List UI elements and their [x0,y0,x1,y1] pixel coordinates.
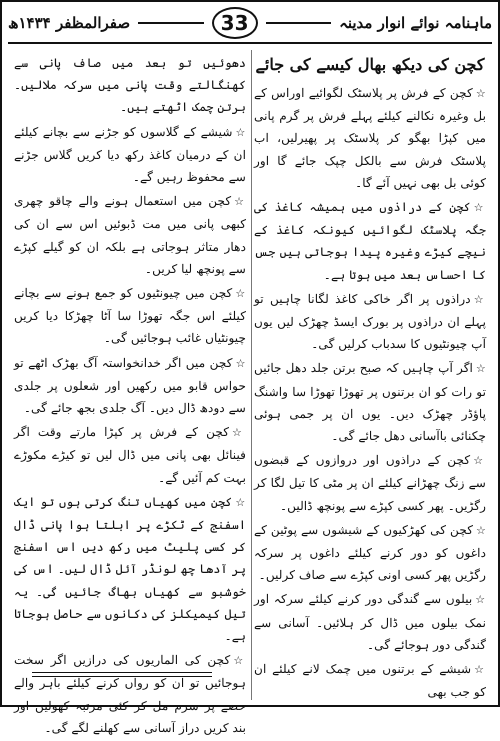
end-rule [32,672,212,673]
paragraph [254,288,486,356]
star-bullet-icon: ☆ [232,426,246,440]
paragraph-text: کچن کی کھڑکیوں کے شیشوں سے پوٹین کے داغوں کو دور کرنے کیلئے داغوں پر سرکہ رگڑیں پھر کسی اونی کپڑے سے صاف کرلیں۔ [254,522,486,583]
paragraph-text: کچن کے دراذوں اور دروازوں کے قبضوں سے زنگ چھڑانے کیلئے ان پر مٹی کا تیل لگا کر رگڑیں۔ پھر کسی کپڑے سے پونچھ ڈالیں۔ [254,453,486,513]
paragraph-text: کچن میں چیونٹیوں کو جمع ہونے سے بچانے کیلئے اس جگہ تھوڑا سا آٹا چھڑکا دیا کریں چیونٹیاں غائب ہوجائیں گی۔ [14,286,246,346]
paragraph [14,491,246,647]
paragraph [14,649,246,739]
article-end-rules [32,672,212,680]
paragraph [14,190,246,280]
star-bullet-icon: ☆ [235,125,246,139]
paragraph [254,658,486,703]
star-bullet-icon: ☆ [234,195,246,209]
paragraph-text: کچن میں کھیاں تنگ کرتی ہوں تو ایک اسفنج کے ٹکڑے پر ابلتا ہوا پانی ڈال کر کسی پلیٹ میں رکھ دیں اس اسفنج پر آدھا چھ لونڈر آئل ڈال لیں۔ اس کی خوشبو سے کھیاں بھاگ جائیں گی۔ یہ تیل کیمیکلز کی دکانوں سے حاصل ہوجاتا ہے۔ [14,494,246,644]
paragraph-text: شیشے کے گلاسوں کو جڑنے سے بچانے کیلئے ان کے درمیان کاغذ رکھ دیا کریں گلاس جڑنے سے محفوظ رہیں گے۔ [14,124,246,185]
star-bullet-icon: ☆ [475,593,486,607]
header-rule-left [138,22,203,24]
star-bullet-icon: ☆ [473,292,486,306]
right-column-paragraphs [254,82,486,703]
star-bullet-icon: ☆ [475,362,486,376]
header-underline [8,42,492,44]
star-bullet-icon: ☆ [473,454,486,468]
star-bullet-icon: ☆ [475,87,486,100]
paragraph-text: کچن کے فرش پر کپڑا مارتے وقت اگر فینائل بھی پانی میں ڈال لیں تو کیڑے مکوڑے بہت کم آئیں گے۔ [14,425,246,485]
paragraph [254,449,486,517]
paragraph-text: اگر آپ چاہیں کہ صبح برتن جلد دھل جائیں تو رات کو ان برتنوں پر تھوڑا تھوڑا سا واشنگ پاؤڈر چھڑک دیں۔ یوں ان پر جمی ہوئی چکنائی باآسانی دھل جائے گی۔ [254,361,486,444]
page-number: 33 [212,7,258,39]
paragraph [14,282,246,350]
paragraph [254,357,486,447]
star-bullet-icon: ☆ [476,523,486,537]
end-rule [32,676,212,677]
page-header [8,6,492,40]
paragraph-text: کچن میں استعمال ہونے والے چاقو چھری کبھی پانی میں مت ڈبوئیں اس سے ان کی دھار متاثر ہوجاتی ہے بلکہ ان کو گیلے کپڑے سے پونچھ لیا کریں۔ [14,194,246,276]
paragraph-text: دراذوں پر اگر خاکی کاغذ لگانا چاہیں تو پہلے ان دراذوں پر بورک ایسڈ چھڑک لیں یوں آپ چیونٹیوں کا سدباب کرلیں گی۔ [254,291,486,352]
right-column [254,52,486,705]
paragraph [14,121,246,189]
paragraph [14,52,246,119]
paragraph-text: دھوئیں تو بعد میں صاف پانی سے کھنگالتے وقت پانی میں سرکہ ملالیں۔ برتن چمک اٹھتے ہیں۔ [14,56,246,115]
paragraph-text: شیشے کے برتنوں میں چمک لانے کیلئے ان کو جب بھی [254,662,486,700]
star-bullet-icon: ☆ [473,201,486,215]
paragraph [254,588,486,656]
left-column [14,52,246,741]
issue-date: صفرالمظفر ۱۴۳۴ھ [8,14,131,32]
paragraph [254,196,486,286]
paragraph [254,519,486,587]
paragraph-text: کچن کے دراذوں میں ہمیشہ کاغذ کی جگہ پلاسٹک لگوائیں کیونکہ کاغذ کے نیچے کیڑے وغیرہ پیدا ہوجاتی ہیں جس کا احساس بعد میں ہوتا ہے۔ [254,200,486,282]
paragraph [14,421,246,489]
star-bullet-icon: ☆ [235,287,246,301]
paragraph [254,82,486,194]
star-bullet-icon: ☆ [474,663,486,677]
paragraph-text: کچن کی الماریوں کی درازیں اگر سخت ہوجائیں تو ان کو رواں کرنے کیلئے باہر والے حصے پر سرم مل کر کئی مرتبہ کھولیں اور بند کریں دراز آسانی سے کھلنے لگے گی۔ [14,653,246,735]
magazine-title: ماہنامہ نوائے انوار مدینہ [339,14,492,32]
paragraph-text: کچن کے فرش پر پلاسٹک لگوائیے اوراس کے بل وغیرہ نکالنے کیلئے پہلے فرش پر گرم پانی میں کپڑا بھگو کر پلاسٹک پر پھیرلیں، اب پلاسٹک فرش سے بالکل چپک جائے گا اور کوئی بل بھی نہیں آئے گا۔ [254,86,486,190]
paragraph-text: کچن میں اگر خدانخواستہ آگ بھڑک اٹھے تو حواس قابو میں رکھیں اور شعلوں پر جلدی سے دودھ ڈال دیں۔ آگ جلدی بجھ جائے گی۔ [14,355,246,416]
star-bullet-icon: ☆ [233,654,246,668]
star-bullet-icon: ☆ [235,495,246,509]
left-column-paragraphs [14,52,246,739]
article-title: کچن کی دیکھ بھال کیسے کی جائے [255,55,485,74]
paragraph-text: بیلوں سے گندگی دور کرنے کیلئے سرکہ اور نمک بیلوں میں ڈال کر ہلائیں۔ آسانی سے گندگی دور ہوجائے گی۔ [254,592,486,652]
paragraph [14,352,246,420]
star-bullet-icon: ☆ [235,356,246,370]
column-divider [251,50,252,700]
header-rule-right [266,22,331,24]
